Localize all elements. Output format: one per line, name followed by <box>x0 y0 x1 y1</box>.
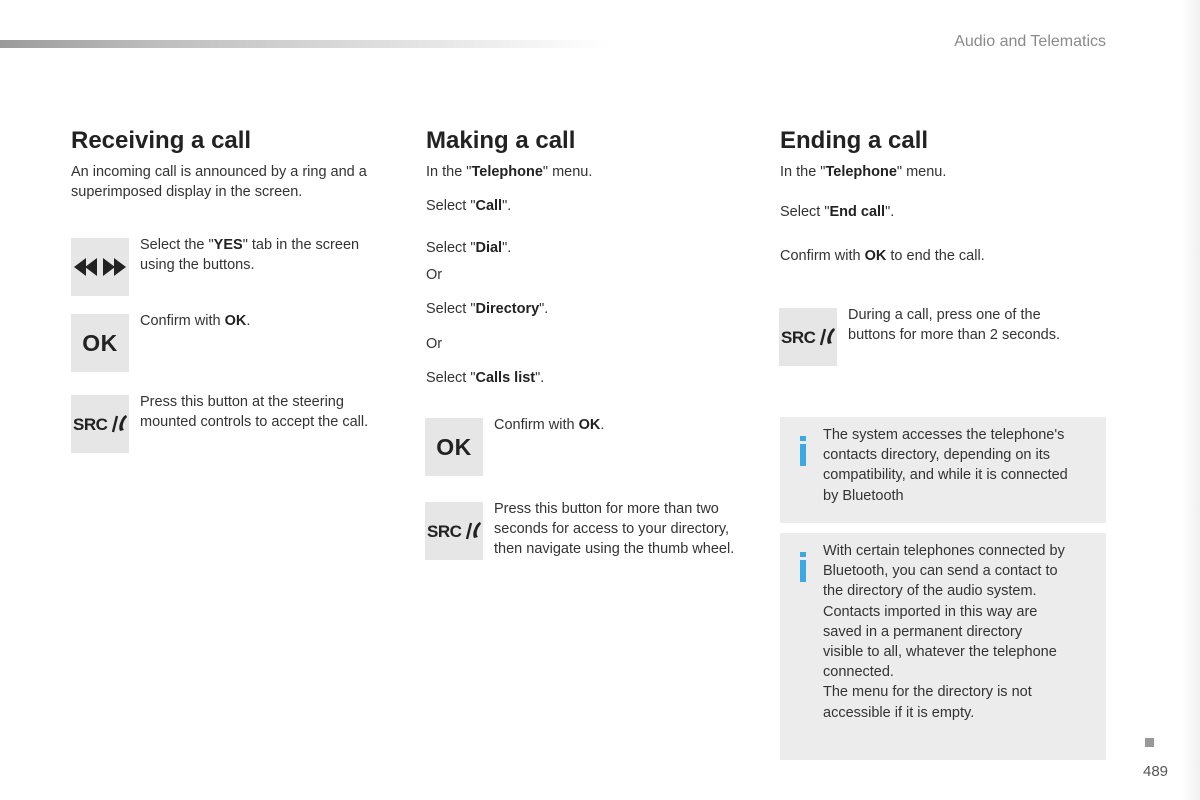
page-edge-shadow <box>1182 0 1200 800</box>
header-gradient-bar <box>0 40 610 48</box>
svg-text:SRC: SRC <box>427 522 462 541</box>
ok-icon-label: OK <box>436 433 472 460</box>
making-title: Making a call <box>426 127 576 154</box>
making-or-2: Or <box>426 336 443 352</box>
making-confirm-ok: Confirm with OK. <box>494 417 605 433</box>
ending-telephone-menu: In the "Telephone" menu. <box>780 164 947 180</box>
info-text-directory: The system accesses the telephone's contacts directory, depending on its compatibility, and while it is connected by Bluetooth <box>823 427 1068 504</box>
making-telephone-menu: In the "Telephone" menu. <box>426 164 593 180</box>
src-phone-icon <box>779 308 837 366</box>
info-text-bluetooth: With certain telephones connected by Bluetooth, you can send a contact to the directory of the audio system. Contacts imported in this way are saved in a permanent directory visible to all, whatever the telephone connected. The menu for the directory is not accessible if it is empty. <box>823 543 1065 721</box>
ending-title: Ending a call <box>780 127 929 154</box>
info-icon <box>800 444 806 466</box>
ending-select-end-call: Select "End call". <box>780 204 895 220</box>
making-select-calls-list: Select "Calls list". <box>426 370 545 386</box>
making-press-directory: Press this button for more than two seconds for access to your directory, then navigate using the thumb wheel. <box>494 501 735 557</box>
ok-icon-label: OK <box>82 329 118 356</box>
receiving-step-press: Press this button at the steering mounted controls to accept the call. <box>140 394 369 430</box>
seek-arrows-icon <box>71 238 129 296</box>
ending-confirm-ok: Confirm with OK to end the call. <box>780 248 985 264</box>
making-select-directory: Select "Directory". <box>426 301 549 317</box>
ending-during-call: During a call, press one of the buttons for more than 2 seconds. <box>848 307 1060 343</box>
receiving-step-yes: Select the "YES" tab in the screen using the buttons. <box>140 237 360 273</box>
info-icon <box>800 560 806 582</box>
page-number: 489 <box>1143 763 1169 780</box>
receiving-intro: An incoming call is announced by a ring and a superimposed display in the screen. <box>71 164 367 200</box>
ok-icon <box>71 314 129 372</box>
src-phone-icon <box>71 395 129 453</box>
section-title: Audio and Telematics <box>954 33 1106 50</box>
svg-text:SRC: SRC <box>781 328 816 347</box>
info-box-directory <box>780 417 1106 523</box>
making-select-call: Select "Call". <box>426 198 512 214</box>
src-phone-icon <box>425 502 483 560</box>
ok-icon <box>425 418 483 476</box>
page-marker <box>1145 738 1154 747</box>
making-select-dial: Select "Dial". <box>426 240 512 256</box>
info-box-bluetooth <box>780 533 1106 760</box>
svg-text:SRC: SRC <box>73 415 108 434</box>
making-or-1: Or <box>426 267 443 283</box>
receiving-title: Receiving a call <box>71 127 252 154</box>
receiving-step-confirm: Confirm with OK. <box>140 313 251 329</box>
